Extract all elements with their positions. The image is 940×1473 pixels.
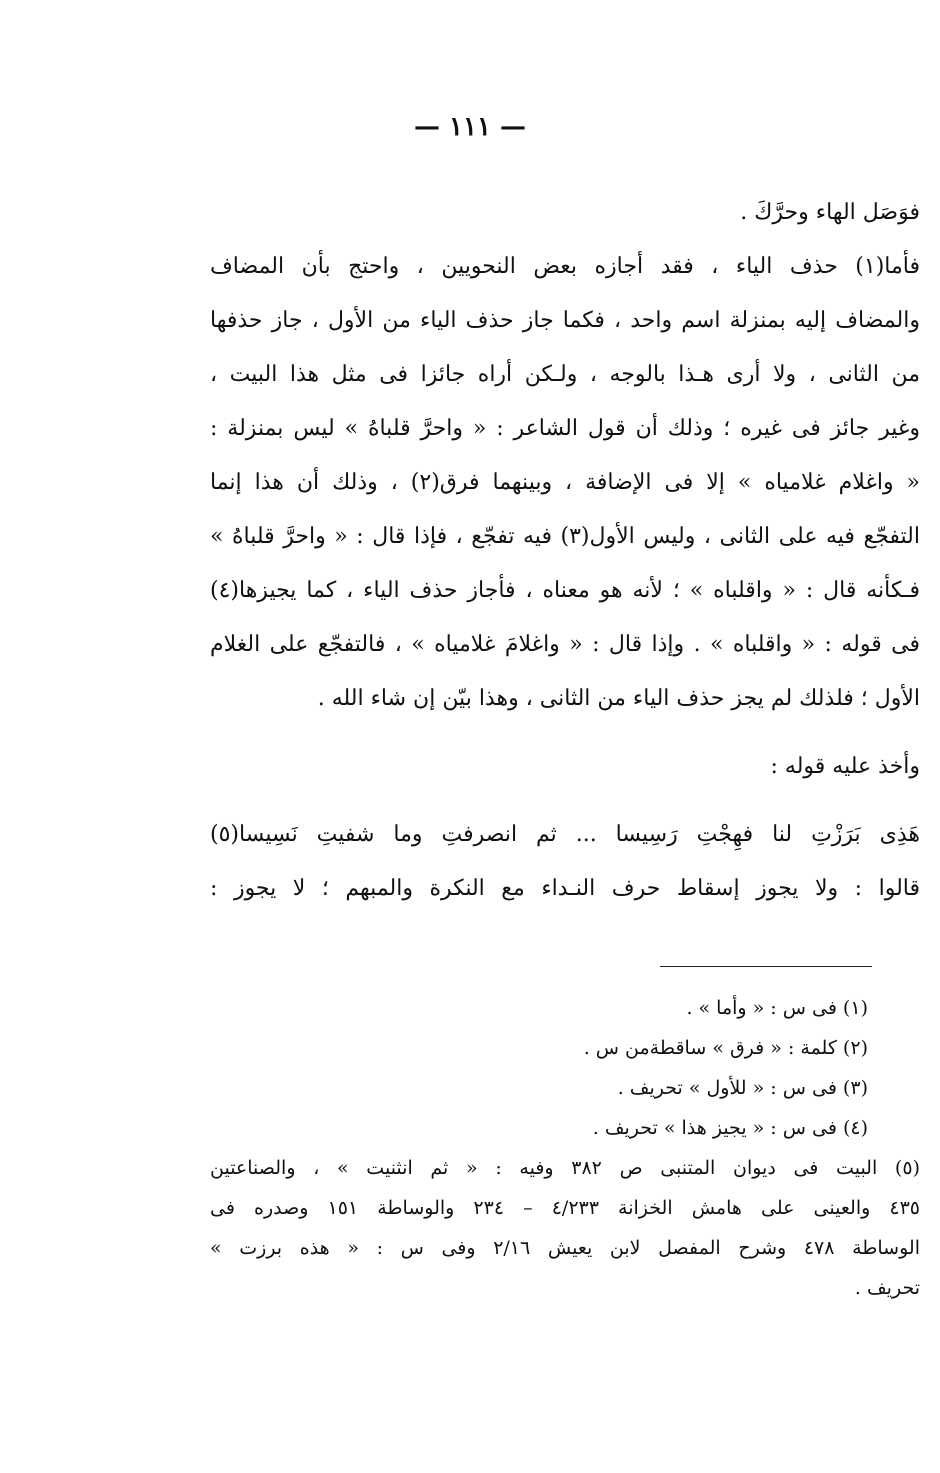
main-text <box>210 186 920 916</box>
text-line: « واغلام غلامياه » إلا فى الإضافة ، وبينهما فرق(٢) ، وذلك أن هذا إنما <box>210 470 920 495</box>
text-line: الأول ؛ فلذلك لم يجز حذف الياء من الثانى ، وهذا بيّن إن شاء الله . <box>317 686 920 711</box>
text-line: فوَصَل الهاء وحرَّكَ . <box>740 200 920 225</box>
text-line: والمضاف إليه بمنزلة اسم واحد ، فكما جاز حذف الياء من الأول ، جاز حذفها <box>210 308 920 333</box>
verse-line: هَذِى بَرَزْتِ لنا فهِجْتِ رَسِيسا ... ثم انصرفتِ وما شفيتِ نَسِيسا(٥) <box>210 822 920 847</box>
footnote: (٤) فى س : « يجيز هذا » تحريف . <box>592 1117 868 1139</box>
text-line: فى قوله : « واقلباه » . وإذا قال : « واغلامَ غلامياه » ، فالتفجّع على الغلام <box>210 632 920 657</box>
footnote-line: تحريف . <box>854 1277 920 1299</box>
intro-line: وأخذ عليه قوله : <box>770 754 920 779</box>
text-line: قالوا : ولا يجوز إسقاط حرف النـداء مع النكرة والمبهم ؛ لا يجوز : <box>210 876 920 901</box>
text-line: فـكأنه قال : « واقلباه » ؛ لأنه هو معناه ، فأجاز حذف الياء ، كما يجيزها(٤) <box>210 578 920 603</box>
footnote: (٣) فى س : « للأول » تحريف . <box>617 1077 868 1099</box>
footnotes <box>210 988 920 1308</box>
page-number: — ١١١ — <box>413 112 527 142</box>
footnote: (٢) كلمة : « فرق » ساقطةمن س . <box>583 1037 868 1059</box>
text-line: وغير جائز فى غيره ؛ وذلك أن قول الشاعر : « واحرَّ قلباهُ » ليس بمنزلة : <box>210 416 920 441</box>
footnote-line: (٥) البيت فى ديوان المتنبى ص ٣٨٢ وفيه : « ثم انثنيت » ، والصناعتين <box>210 1157 920 1179</box>
footnote-line: ٤٣٥ والعينى على هامش الخزانة ٤/٢٣٣ – ٢٣٤ والوساطة ١٥١ وصدره فى <box>210 1197 920 1219</box>
footnote: (١) فى س : « وأما » . <box>686 997 868 1019</box>
text-line: التفجّع فيه على الثانى ، وليس الأول(٣) فيه تفجّع ، فإذا قال : « واحرَّ قلباهُ » <box>210 524 920 549</box>
footnote-line: الوساطة ٤٧٨ وشرح المفصل لابن يعيش ٢/١٦ وفى س : « هذه برزت » <box>210 1237 920 1259</box>
text-line: من الثانى ، ولا أرى هـذا بالوجه ، ولـكن أراه جائزا فى مثل هذا البيت ، <box>210 362 920 387</box>
footnote-divider <box>660 966 872 967</box>
text-line: فأما(١) حذف الياء ، فقد أجازه بعض النحويين ، واحتج بأن المضاف <box>210 254 920 279</box>
